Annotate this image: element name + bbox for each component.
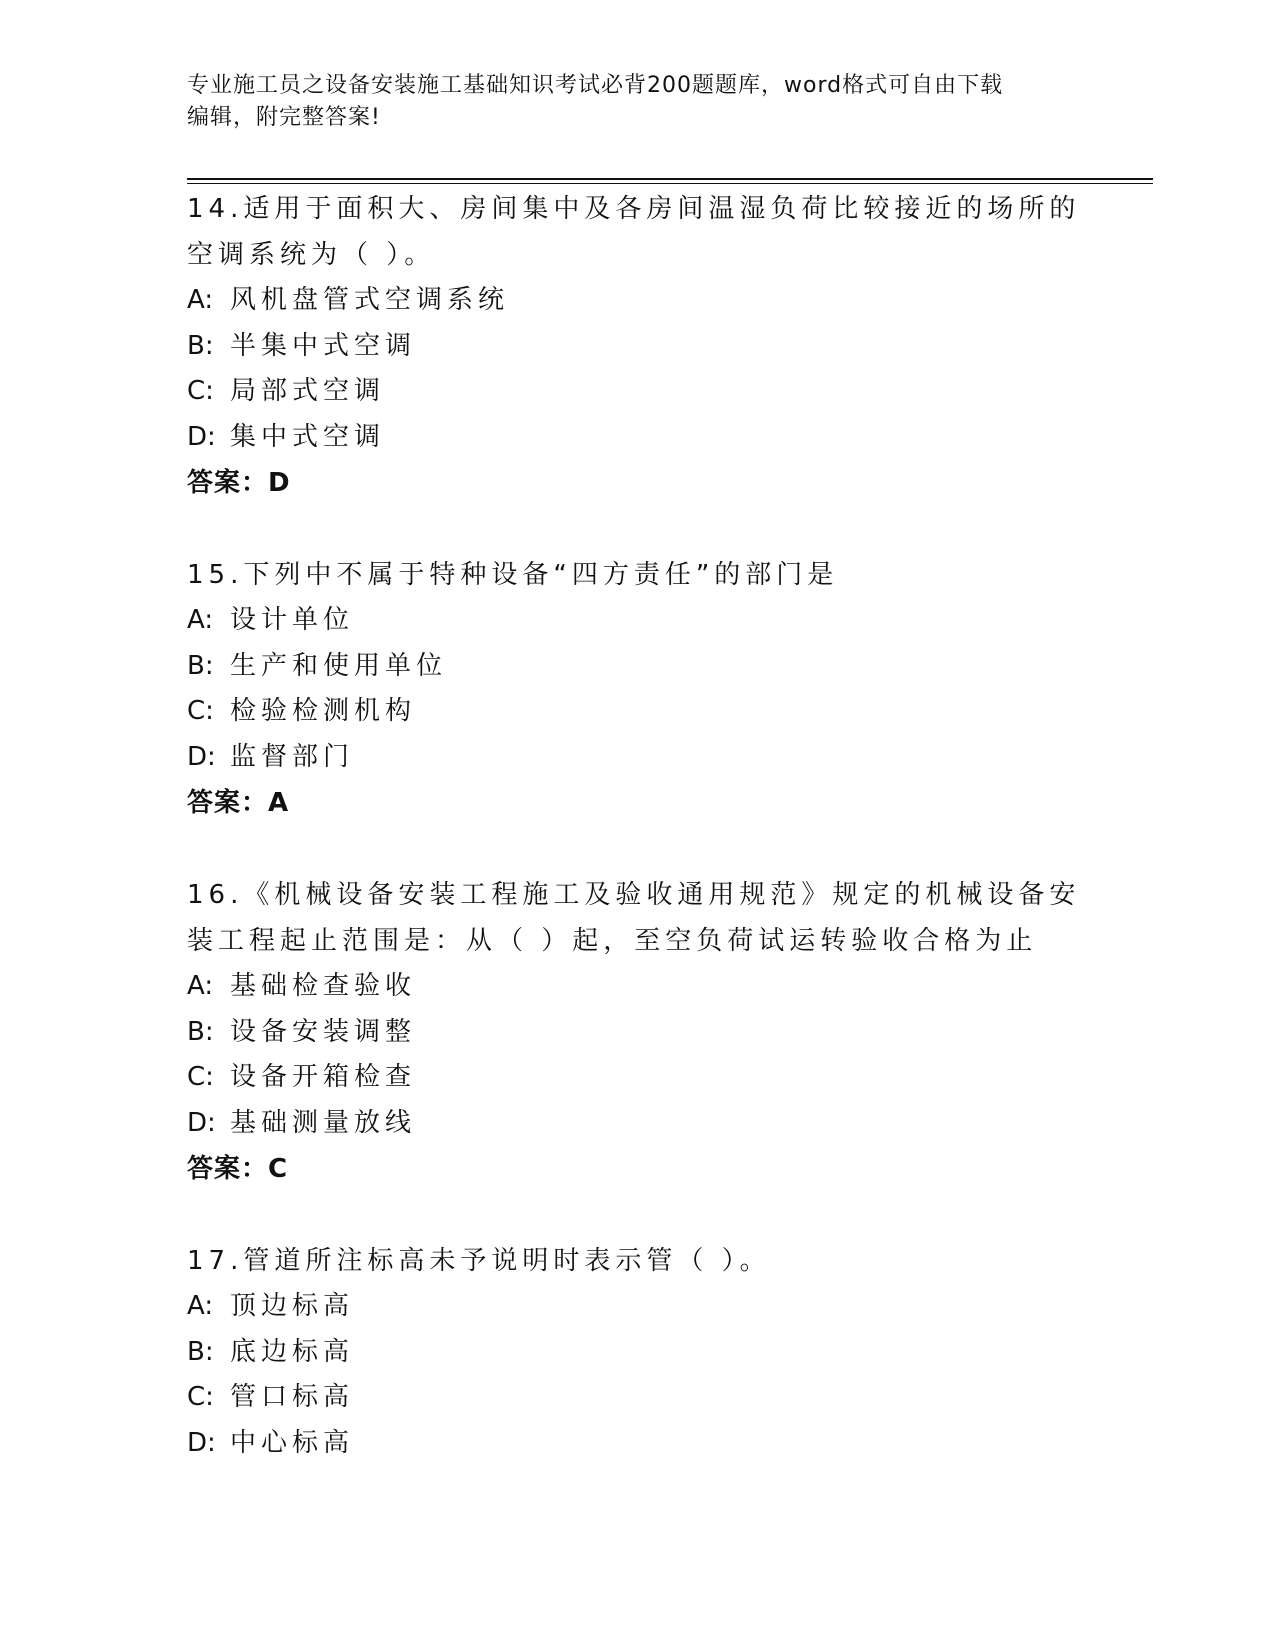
option-key: C: bbox=[187, 696, 214, 726]
option-b bbox=[187, 324, 1107, 370]
question-list bbox=[187, 186, 1107, 1512]
option-c bbox=[187, 369, 1107, 415]
option-key: A: bbox=[187, 1291, 214, 1321]
option-text: 风机盘管式空调系统 bbox=[230, 285, 510, 315]
option-key: D: bbox=[187, 421, 216, 452]
answer-line: 答案：C bbox=[187, 1154, 289, 1184]
question-stem: 16.《机械设备安装工程施工及验收通用规范》规定的机械设备安装工程起止范围是：从（ ）起，至空负荷试运转验收合格为止 bbox=[187, 880, 1081, 956]
option-text: 设备开箱检查 bbox=[230, 1062, 417, 1092]
option-key: B: bbox=[187, 650, 214, 681]
option-text: 设备安装调整 bbox=[230, 1016, 417, 1047]
option-key: D: bbox=[187, 741, 216, 772]
option-key: A: bbox=[187, 971, 214, 1001]
option-d bbox=[187, 1101, 1107, 1147]
option-text: 基础检查验收 bbox=[230, 971, 417, 1001]
option-a bbox=[187, 598, 1107, 644]
option-d bbox=[187, 1421, 1107, 1467]
question-stem: 14.适用于面积大、房间集中及各房间温湿负荷比较接近的场所的空调系统为（ ）。 bbox=[187, 194, 1081, 270]
option-text: 检验检测机构 bbox=[230, 696, 417, 726]
header-divider-thin bbox=[187, 183, 1153, 184]
option-key: B: bbox=[187, 330, 214, 361]
option-text: 中心标高 bbox=[230, 1427, 355, 1458]
question-14 bbox=[187, 186, 1107, 506]
option-text: 集中式空调 bbox=[230, 421, 386, 452]
option-key: B: bbox=[187, 1016, 214, 1047]
option-text: 设计单位 bbox=[230, 605, 355, 635]
option-key: C: bbox=[187, 376, 214, 406]
question-stem: 15.下列中不属于特种设备“四方责任”的部门是 bbox=[187, 560, 839, 590]
question-16 bbox=[187, 872, 1107, 1192]
option-text: 生产和使用单位 bbox=[230, 650, 448, 681]
answer-line: 答案：D bbox=[187, 468, 291, 498]
option-key: A: bbox=[187, 605, 214, 635]
option-b bbox=[187, 1010, 1107, 1056]
option-key: C: bbox=[187, 1382, 214, 1412]
question-15 bbox=[187, 552, 1107, 826]
option-d bbox=[187, 415, 1107, 461]
option-text: 监督部门 bbox=[230, 741, 355, 772]
option-key: B: bbox=[187, 1336, 214, 1367]
option-key: D: bbox=[187, 1107, 216, 1138]
answer-line: 答案：A bbox=[187, 788, 290, 818]
option-a bbox=[187, 964, 1107, 1010]
option-c bbox=[187, 1375, 1107, 1421]
option-b bbox=[187, 1330, 1107, 1376]
question-stem: 17.管道所注标高未予说明时表示管（ ）。 bbox=[187, 1246, 771, 1276]
header-line-2: 编辑，附完整答案! bbox=[187, 105, 381, 130]
option-b bbox=[187, 644, 1107, 690]
option-c bbox=[187, 1055, 1107, 1101]
option-c bbox=[187, 689, 1107, 735]
option-key: C: bbox=[187, 1062, 214, 1092]
option-text: 管口标高 bbox=[230, 1382, 355, 1412]
option-key: A: bbox=[187, 285, 214, 315]
question-17 bbox=[187, 1238, 1107, 1466]
option-d bbox=[187, 735, 1107, 781]
option-text: 底边标高 bbox=[230, 1336, 355, 1367]
document-header bbox=[187, 70, 1087, 134]
option-a bbox=[187, 278, 1107, 324]
header-divider-thick bbox=[187, 178, 1153, 180]
option-text: 半集中式空调 bbox=[230, 330, 417, 361]
header-line-1: 专业施工员之设备安装施工基础知识考试必背200题题库，word格式可自由下载 bbox=[187, 73, 1004, 98]
option-key: D: bbox=[187, 1427, 216, 1458]
option-a bbox=[187, 1284, 1107, 1330]
option-text: 基础测量放线 bbox=[230, 1107, 417, 1138]
option-text: 局部式空调 bbox=[230, 376, 386, 406]
option-text: 顶边标高 bbox=[230, 1291, 355, 1321]
